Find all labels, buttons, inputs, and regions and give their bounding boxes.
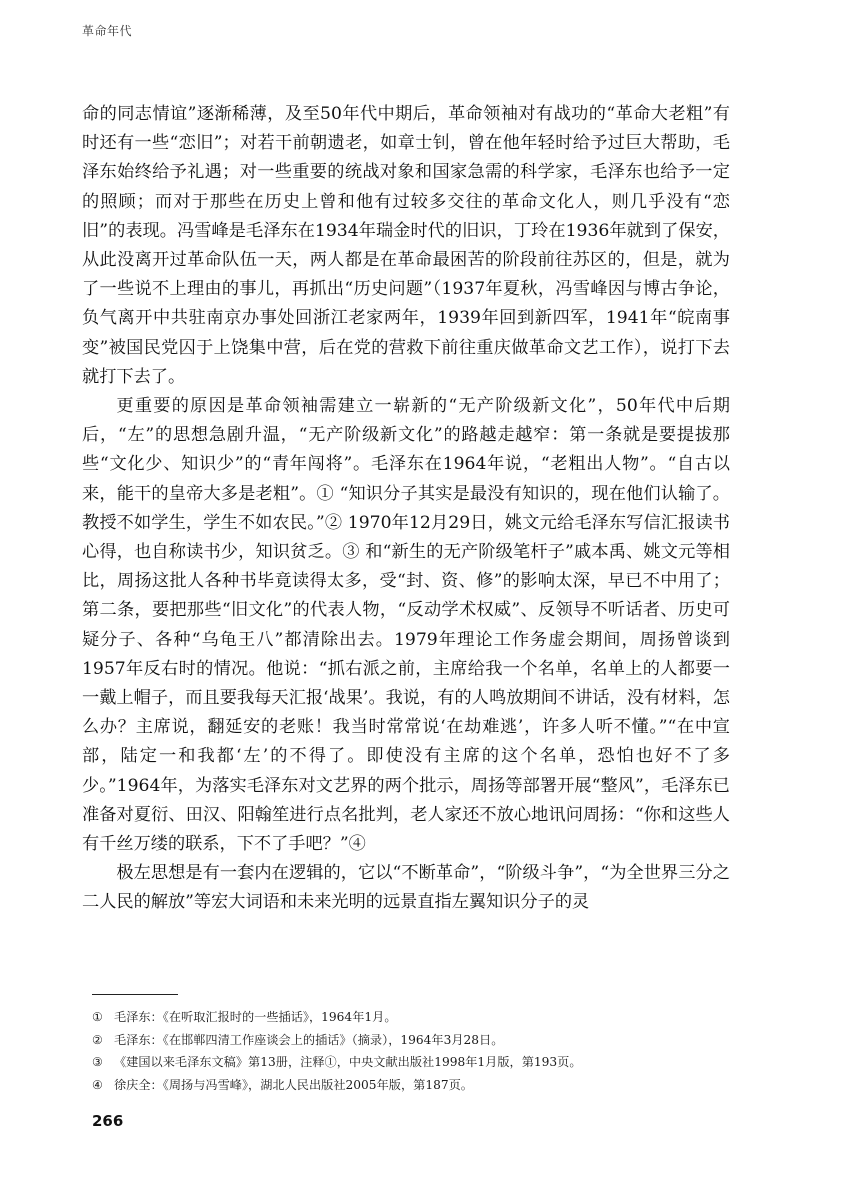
page-number: 266 (92, 1112, 124, 1130)
footnote-text: 毛泽东：《在听取汇报时的一些插话》，1964年1月。 (114, 1010, 397, 1024)
footnote-divider (92, 994, 178, 995)
footnote-item (92, 1029, 732, 1052)
footnote-marker: ② (92, 1032, 103, 1047)
paragraph: 更重要的原因是革命领袖需建立一崭新的“无产阶级新文化”，50年代中后期后，“左”的思想急剧升温，“无产阶级新文化”的路越走越窄：第一条就是要提拔那些“文化少、知识少”的“青年闯将”。毛泽东在1964年说，“老粗出人物”。“自古以来，能干的皇帝大多是老粗”。① “知识分子其实是最没有知识的，现在他们认输了。教授不如学生，学生不如农民。”② 1970年12月29日，姚文元给毛泽东写信汇报读书心得，也自称读书少，知识贫乏。③ 和“新生的无产阶级笔杆子”戚本禹、姚文元等相比，周扬这批人各种书毕竟读得太多，受“封、资、修”的影响太深，早已不中用了；第二条，要把那些“旧文化”的代表人物，“反动学术权威”、反领导不听话者、历史可疑分子、各种“乌龟王八”都清除出去。1979年理论工作务虚会期间，周扬曾谈到1957年反右时的情况。他说：“抓右派之前，主席给我一个名单，名单上的人都要一一戴上帽子，而且要我每天汇报‘战果’。我说，有的人鸣放期间不讲话，没有材料，怎么办？主席说，翻延安的老账！我当时常常说‘在劫难逃’，许多人听不懂。”“在中宣部，陆定一和我都‘左’的不得了。即使没有主席的这个名单，恐怕也好不了多少。”1964年，为落实毛泽东对文艺界的两个批示，周扬等部署开展“整风”，毛泽东已准备对夏衍、田汉、阳翰笙进行点名批判，老人家还不放心地讯问周扬：“你和这些人有千丝万缕的联系，下不了手吧？”④ (82, 396, 730, 855)
body-text (82, 100, 730, 918)
footnote-marker: ④ (92, 1077, 103, 1092)
paragraph-continued: 命的同志情谊”逐渐稀薄，及至50年代中期后，革命领袖对有战功的“革命大老粗”有时还有一些“恋旧”；对若干前朝遗老，如章士钊，曾在他年轻时给予过巨大帮助，毛泽东始终给予礼遇；对一些重要的统战对象和国家急需的科学家，毛泽东也给予一定的照顾；而对于那些在历史上曾和他有过较多交往的革命文化人，则几乎没有“恋旧”的表现。冯雪峰是毛泽东在1934年瑞金时代的旧识，丁玲在1936年就到了保安，从此没离开过革命队伍一天，两人都是在革命最困苦的阶段前往苏区的，但是，就为了一些说不上理由的事儿，再抓出“历史问题”（1937年夏秋，冯雪峰因与博古争论，负气离开中共驻南京办事处回浙江老家两年，1939年回到新四军，1941年“皖南事变”被国民党囚于上饶集中营，后在党的营救下前往重庆做革命文艺工作），说打下去就打下去了。 (82, 104, 730, 387)
footnote-text: 徐庆全：《周扬与冯雪峰》，湖北人民出版社2005年版，第187页。 (114, 1077, 473, 1092)
footnote-item (92, 1006, 732, 1029)
footnote-marker: ③ (92, 1055, 103, 1069)
footnotes (92, 1006, 732, 1096)
footnote-marker: ① (92, 1010, 103, 1024)
footnote-text: 毛泽东：《在邯郸四清工作座谈会上的插话》（摘录），1964年3月28日。 (114, 1032, 504, 1047)
footnote-text: 《建国以来毛泽东文稿》第13册，注释①，中央文献出版社1998年1月版，第193页。 (114, 1055, 582, 1069)
footnote-item (92, 1074, 732, 1097)
paragraph: 极左思想是有一套内在逻辑的，它以“不断革命”，“阶级斗争”，“为全世界三分之二人民的解放”等宏大词语和未来光明的远景直指左翼知识分子的灵 (82, 863, 730, 913)
footnote-item (92, 1051, 732, 1074)
running-head: 革命年代 (82, 24, 133, 38)
